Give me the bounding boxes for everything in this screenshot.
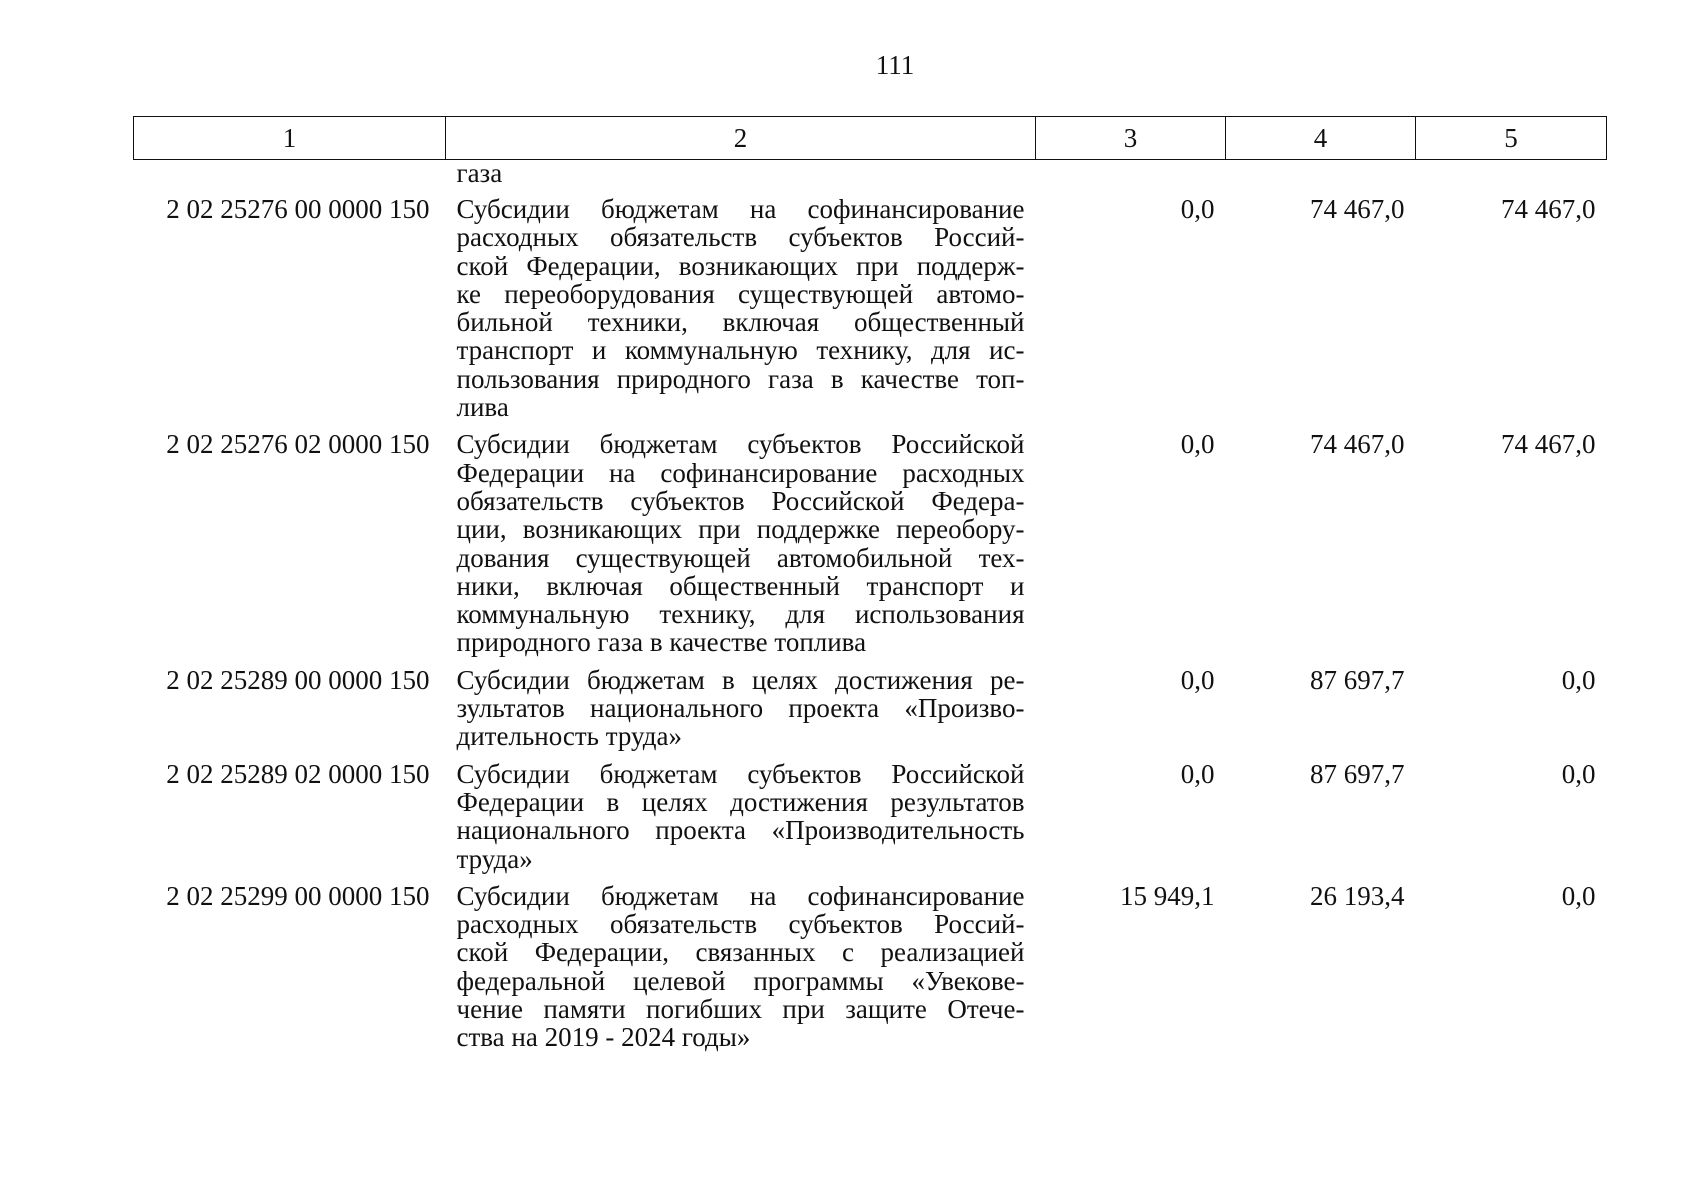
description-line: расходных обязательств субъектов Россий- <box>456 222 1025 253</box>
description-line: природного газа в качестве топлива <box>456 627 867 658</box>
row-code: 2 02 25299 00 0000 150 <box>166 880 430 911</box>
header-row <box>134 117 1607 160</box>
continuation-empty-5 <box>1416 160 1607 187</box>
continuation-code <box>134 160 446 187</box>
description-line: труда» <box>456 843 533 874</box>
row-code: 2 02 25289 02 0000 150 <box>166 758 430 789</box>
description-line: расходных обязательств субъектов Россий- <box>456 909 1025 940</box>
description-line: Субсидии бюджетам субъектов Российской <box>456 429 1025 460</box>
row-value-col4: 74 467,0 <box>1310 429 1405 460</box>
row-value-col3: 0,0 <box>1180 429 1215 460</box>
description-line: пользования природного газа в качестве топ- <box>456 363 1025 394</box>
description-line: лива <box>456 392 509 423</box>
continuation-empty-3 <box>1036 160 1226 187</box>
budget-table <box>133 116 1607 1052</box>
row-value-col4: 74 467,0 <box>1310 194 1405 224</box>
row-code: 2 02 25276 02 0000 150 <box>166 429 430 460</box>
column-header-1: 1 <box>134 117 446 160</box>
description-line: дования существующей автомобильной тех- <box>456 542 1025 573</box>
row-value-col3: 0,0 <box>1180 758 1215 789</box>
description-line: ства на 2019 - 2024 годы» <box>456 1022 751 1053</box>
continuation-row <box>134 160 1607 187</box>
description-line: обязательств субъектов Российской Федера- <box>456 485 1025 516</box>
description-line: ции, возникающих при поддержке переобору- <box>456 514 1025 545</box>
row-code: 2 02 25289 00 0000 150 <box>166 664 430 695</box>
row-code: 2 02 25276 00 0000 150 <box>166 194 430 224</box>
row-value-col4: 87 697,7 <box>1310 664 1405 695</box>
description-line: транспорт и коммунальную технику, для ис- <box>456 335 1025 366</box>
row-value-col3: 0,0 <box>1180 664 1215 695</box>
row-description <box>446 657 1036 751</box>
row-value-col5: 74 467,0 <box>1501 429 1596 460</box>
column-header-3: 3 <box>1036 117 1226 160</box>
column-header-4: 4 <box>1226 117 1416 160</box>
row-value-col3: 0,0 <box>1180 194 1215 224</box>
description-line: Субсидии бюджетам на софинансирование <box>456 194 1025 224</box>
table-row <box>134 421 1607 656</box>
row-value-col3: 15 949,1 <box>1120 880 1215 911</box>
table-row <box>134 751 1607 873</box>
row-value-col4: 87 697,7 <box>1310 758 1405 789</box>
description-line: Федерации на софинансирование расходных <box>456 457 1025 488</box>
description-line: дительность труда» <box>456 721 683 752</box>
row-description <box>446 421 1036 656</box>
table-body <box>134 160 1607 1052</box>
description-line: зультатов национального проекта «Произво- <box>456 693 1025 724</box>
description-line: ники, включая общественный транспорт и <box>456 570 1025 601</box>
description-line: национального проекта «Производительность <box>456 815 1025 846</box>
description-line: Субсидии бюджетам в целях достижения ре- <box>456 664 1025 695</box>
description-line: ской Федерации, возникающих при поддерж- <box>456 250 1025 281</box>
continuation-text: газа <box>456 158 503 188</box>
description-line: чение памяти погибших при защите Отече- <box>456 994 1025 1025</box>
row-value-col5: 74 467,0 <box>1501 194 1596 224</box>
row-value-col5: 0,0 <box>1561 664 1596 695</box>
description-line: ке переоборудования существующей автомо- <box>456 278 1025 309</box>
page-number: 111 <box>875 50 915 80</box>
description-line: Субсидии бюджетам на софинансирование <box>456 880 1025 911</box>
description-line: коммунальную технику, для использования <box>456 599 1025 630</box>
table-row <box>134 657 1607 751</box>
description-line: Субсидии бюджетам субъектов Российской <box>456 758 1025 789</box>
column-header-2: 2 <box>446 117 1036 160</box>
row-description <box>446 186 1036 421</box>
description-line: федеральной целевой программы «Увекове- <box>456 965 1025 996</box>
description-line: Федерации в целях достижения результатов <box>456 786 1025 817</box>
row-value-col4: 26 193,4 <box>1310 880 1405 911</box>
row-description <box>446 873 1036 1052</box>
row-value-col5: 0,0 <box>1561 880 1596 911</box>
description-line: ской Федерации, связанных с реализацией <box>456 937 1025 968</box>
table-row <box>134 186 1607 421</box>
description-line: бильной техники, включая общественный <box>456 307 1025 338</box>
table-header <box>134 117 1607 160</box>
column-header-5: 5 <box>1416 117 1607 160</box>
row-value-col5: 0,0 <box>1561 758 1596 789</box>
continuation-empty-4 <box>1226 160 1416 187</box>
row-description <box>446 751 1036 873</box>
table-row <box>134 873 1607 1052</box>
